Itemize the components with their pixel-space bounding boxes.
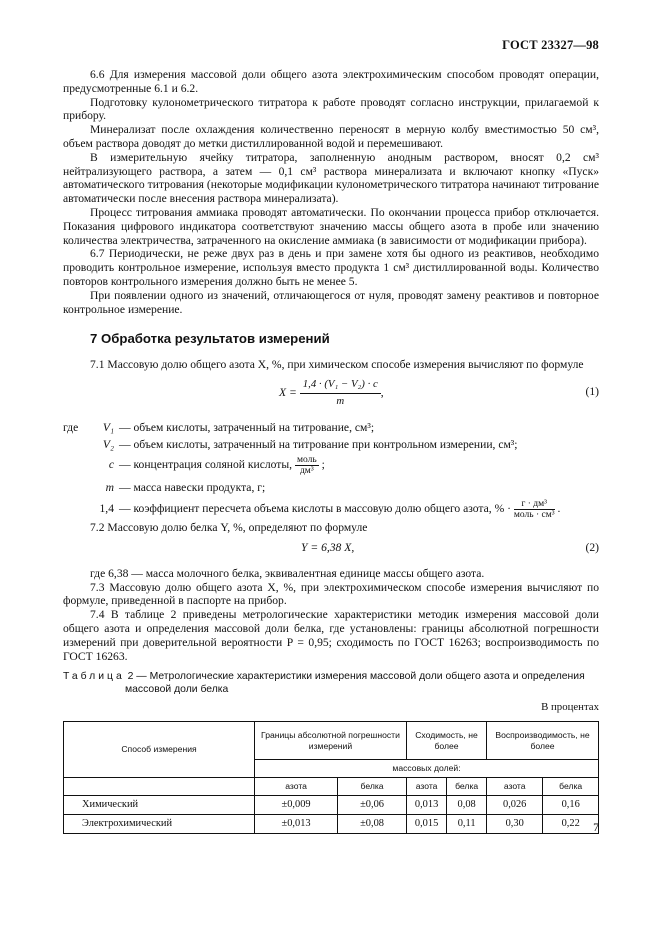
cell-value: 0,22 bbox=[543, 815, 599, 834]
legend-text: — коэффициент пересчета объема кислоты в массовую долю общего азота, % · bbox=[119, 501, 511, 515]
paragraph-7-2: 7.2 Массовую долю белка Y, %, определяют по формуле bbox=[90, 520, 368, 534]
table-units: В процентах bbox=[541, 701, 599, 714]
subheader-protein: белка bbox=[543, 778, 599, 796]
subheader-nitrogen: азота bbox=[406, 778, 446, 796]
header-reproducibility: Воспроизводимость, не более bbox=[487, 722, 599, 760]
paragraph-7-3: 7.3 Массовую долю общего азота X, %, при электрохимическом способе измерения вычисляют по формуле, приведенной в паспорте на прибор. bbox=[63, 580, 599, 608]
formula-2-expression: Y = 6,38 X, bbox=[301, 540, 355, 554]
paragraph-nonzero-value: При появлении одного из значений, отличающегося от нуля, проводят замену реактивов и повторное контрольное измерение. bbox=[63, 288, 599, 316]
legend-symbol: m bbox=[105, 480, 114, 494]
formula-1-number: (1) bbox=[585, 384, 599, 398]
paragraph-7-1: 7.1 Массовую долю общего азота X, %, при химическом способе измерения вычисляют по формуле bbox=[90, 358, 584, 372]
cell-value: ±0,013 bbox=[255, 815, 338, 834]
table-caption-text: 2 — Метрологические характеристики измерения массовой доли общего азота и определения массовой доли белка bbox=[124, 671, 585, 695]
paragraph-mineralizate: Минерализат после охлаждения количественно переносят в мерную колбу вместимостью 50 см³, объем раствора доводят до метки дистиллированной водой и перемешивают. bbox=[63, 123, 599, 150]
subheader-protein: белка bbox=[338, 778, 407, 796]
legend-tail: . bbox=[557, 501, 561, 515]
header-mass-fractions: массовых долей: bbox=[255, 760, 599, 778]
table-row bbox=[64, 796, 599, 815]
legend-symbol: V₂ bbox=[102, 437, 114, 451]
unit-fraction-mol-dm3 bbox=[295, 455, 319, 476]
cell-value: 0,013 bbox=[406, 796, 446, 815]
legend-line-v1 bbox=[63, 420, 599, 437]
row-method: Химический bbox=[64, 796, 255, 815]
table-subheader-row bbox=[64, 778, 599, 796]
document-body bbox=[63, 68, 599, 834]
cell-value: ±0,06 bbox=[338, 796, 407, 815]
table-header-row bbox=[64, 722, 599, 760]
legend-text-with-unit bbox=[119, 497, 560, 521]
header-repeatability: Сходимость, не более bbox=[406, 722, 486, 760]
legend-text: — масса навески продукта, г; bbox=[119, 480, 266, 494]
header-empty-cell bbox=[64, 778, 255, 796]
section-7-title: 7 Обработка результатов измерений bbox=[90, 331, 330, 347]
cell-value: 0,30 bbox=[487, 815, 543, 834]
paragraph-titration-process: Процесс титрования аммиака проводят автоматически. По окончании процесса прибор отключается. Показания цифрового индикатора соответствуют значению массы общего азота в пробе или значению количества электричества, затраченного на окисление аммиака (в зависимости от модификации прибора). bbox=[63, 205, 599, 247]
formula-2-number: (2) bbox=[585, 540, 599, 554]
page-number: 7 bbox=[593, 820, 599, 834]
formula-1-fraction bbox=[300, 378, 381, 409]
cell-value: ±0,009 bbox=[255, 796, 338, 815]
cell-value: 0,026 bbox=[487, 796, 543, 815]
legend-symbol: 1,4 bbox=[99, 501, 114, 515]
formula-1-denominator: m bbox=[336, 394, 345, 407]
cell-value: 0,16 bbox=[543, 796, 599, 815]
cell-value: 0,11 bbox=[447, 815, 487, 834]
legend-line-m bbox=[63, 480, 599, 497]
formula-1 bbox=[63, 378, 599, 418]
cell-value: 0,015 bbox=[406, 815, 446, 834]
unit-numerator: моль bbox=[296, 454, 317, 465]
paragraph-6-7: 6.7 Периодически, не реже двух раз в день и при замене хотя бы одного из реактивов, необходимо проводить контрольное измерение, используя вместо продукта 1 см³ дистиллированной воды. Количество повторов контрольного измерения должно быть не менее 5. bbox=[63, 247, 599, 288]
unit-denominator: моль · см³ bbox=[513, 509, 555, 520]
paragraph-7-4: 7.4 В таблице 2 приведены метрологические характеристики методик измерения массовой доли общего азота и определения массовой доли белка, где установлены: границы абсолютной погрешности измерений при доверительной вероятности P = 0,95; сходимость по ГОСТ 16263; воспроизводимость по ГОСТ 16263. bbox=[63, 608, 599, 663]
legend-line-v2 bbox=[63, 437, 599, 454]
legend-text: — концентрация соляной кислоты, bbox=[119, 457, 293, 471]
legend-line-coefficient bbox=[63, 497, 599, 521]
unit-denominator: дм³ bbox=[299, 465, 314, 476]
paragraph-cell-filling: В измерительную ячейку титратора, заполненную анодным раствором, вносят 0,2 см³ нейтрализующего раствора, а затем — 0,1 см³ раствора минерализата и включают кнопку «Пуск» автоматического титрования (некоторые модификации кулонометрического титратора начинают титрование автоматически после внесения раствора минерализата). bbox=[63, 150, 599, 206]
unit-numerator: г · дм³ bbox=[514, 499, 555, 510]
header-error-bounds: Границы абсолютной погрешности измерений bbox=[255, 722, 407, 760]
header-method: Способ измерения bbox=[64, 722, 255, 778]
cell-value: ±0,08 bbox=[338, 815, 407, 834]
legend-text: — объем кислоты, затраченный на титрование при контрольном измерении, см³; bbox=[119, 437, 518, 451]
formula-1-lhs: X = bbox=[279, 385, 297, 399]
legend-text: — объем кислоты, затраченный на титрование, см³; bbox=[119, 420, 375, 434]
table-row bbox=[64, 815, 599, 834]
formula-1-tail: , bbox=[380, 385, 384, 399]
table-caption-label: Таблица bbox=[63, 671, 125, 683]
table-2-caption bbox=[63, 671, 599, 696]
subheader-nitrogen: азота bbox=[487, 778, 543, 796]
cell-value: 0,08 bbox=[447, 796, 487, 815]
unit-fraction-g-dm3-per-mol-cm3 bbox=[514, 499, 555, 520]
subheader-protein: белка bbox=[447, 778, 487, 796]
formula-1-expression bbox=[279, 378, 384, 409]
formula-1-numerator: 1,4 · (V₁ − V₂) · c bbox=[300, 378, 381, 394]
row-method: Электрохимический bbox=[64, 815, 255, 834]
formula-1-legend bbox=[63, 420, 599, 521]
subheader-nitrogen: азота bbox=[255, 778, 338, 796]
legend-symbol: c bbox=[108, 457, 114, 471]
legend-symbol: V₁ bbox=[102, 420, 114, 434]
legend-line-c bbox=[63, 454, 599, 476]
table-2 bbox=[63, 721, 599, 834]
paragraph-6-6: 6.6 Для измерения массовой доли общего азота электрохимическим способом проводят операции, предусмотренные 6.1 и 6.2. bbox=[63, 68, 599, 95]
document-header-id: ГОСТ 23327—98 bbox=[502, 38, 599, 52]
legend-text-with-unit bbox=[119, 454, 325, 476]
paragraph-titrator-prep: Подготовку кулонометрического титратора к работе проводят согласно инструкции, прилагаемой к прибору. bbox=[63, 95, 599, 123]
legend-where-word: где bbox=[63, 420, 79, 434]
legend-tail: ; bbox=[321, 457, 325, 471]
formula-2-legend: где 6,38 — масса молочного белка, эквивалентная единице массы общего азота. bbox=[90, 566, 485, 580]
formula-2 bbox=[63, 541, 599, 559]
